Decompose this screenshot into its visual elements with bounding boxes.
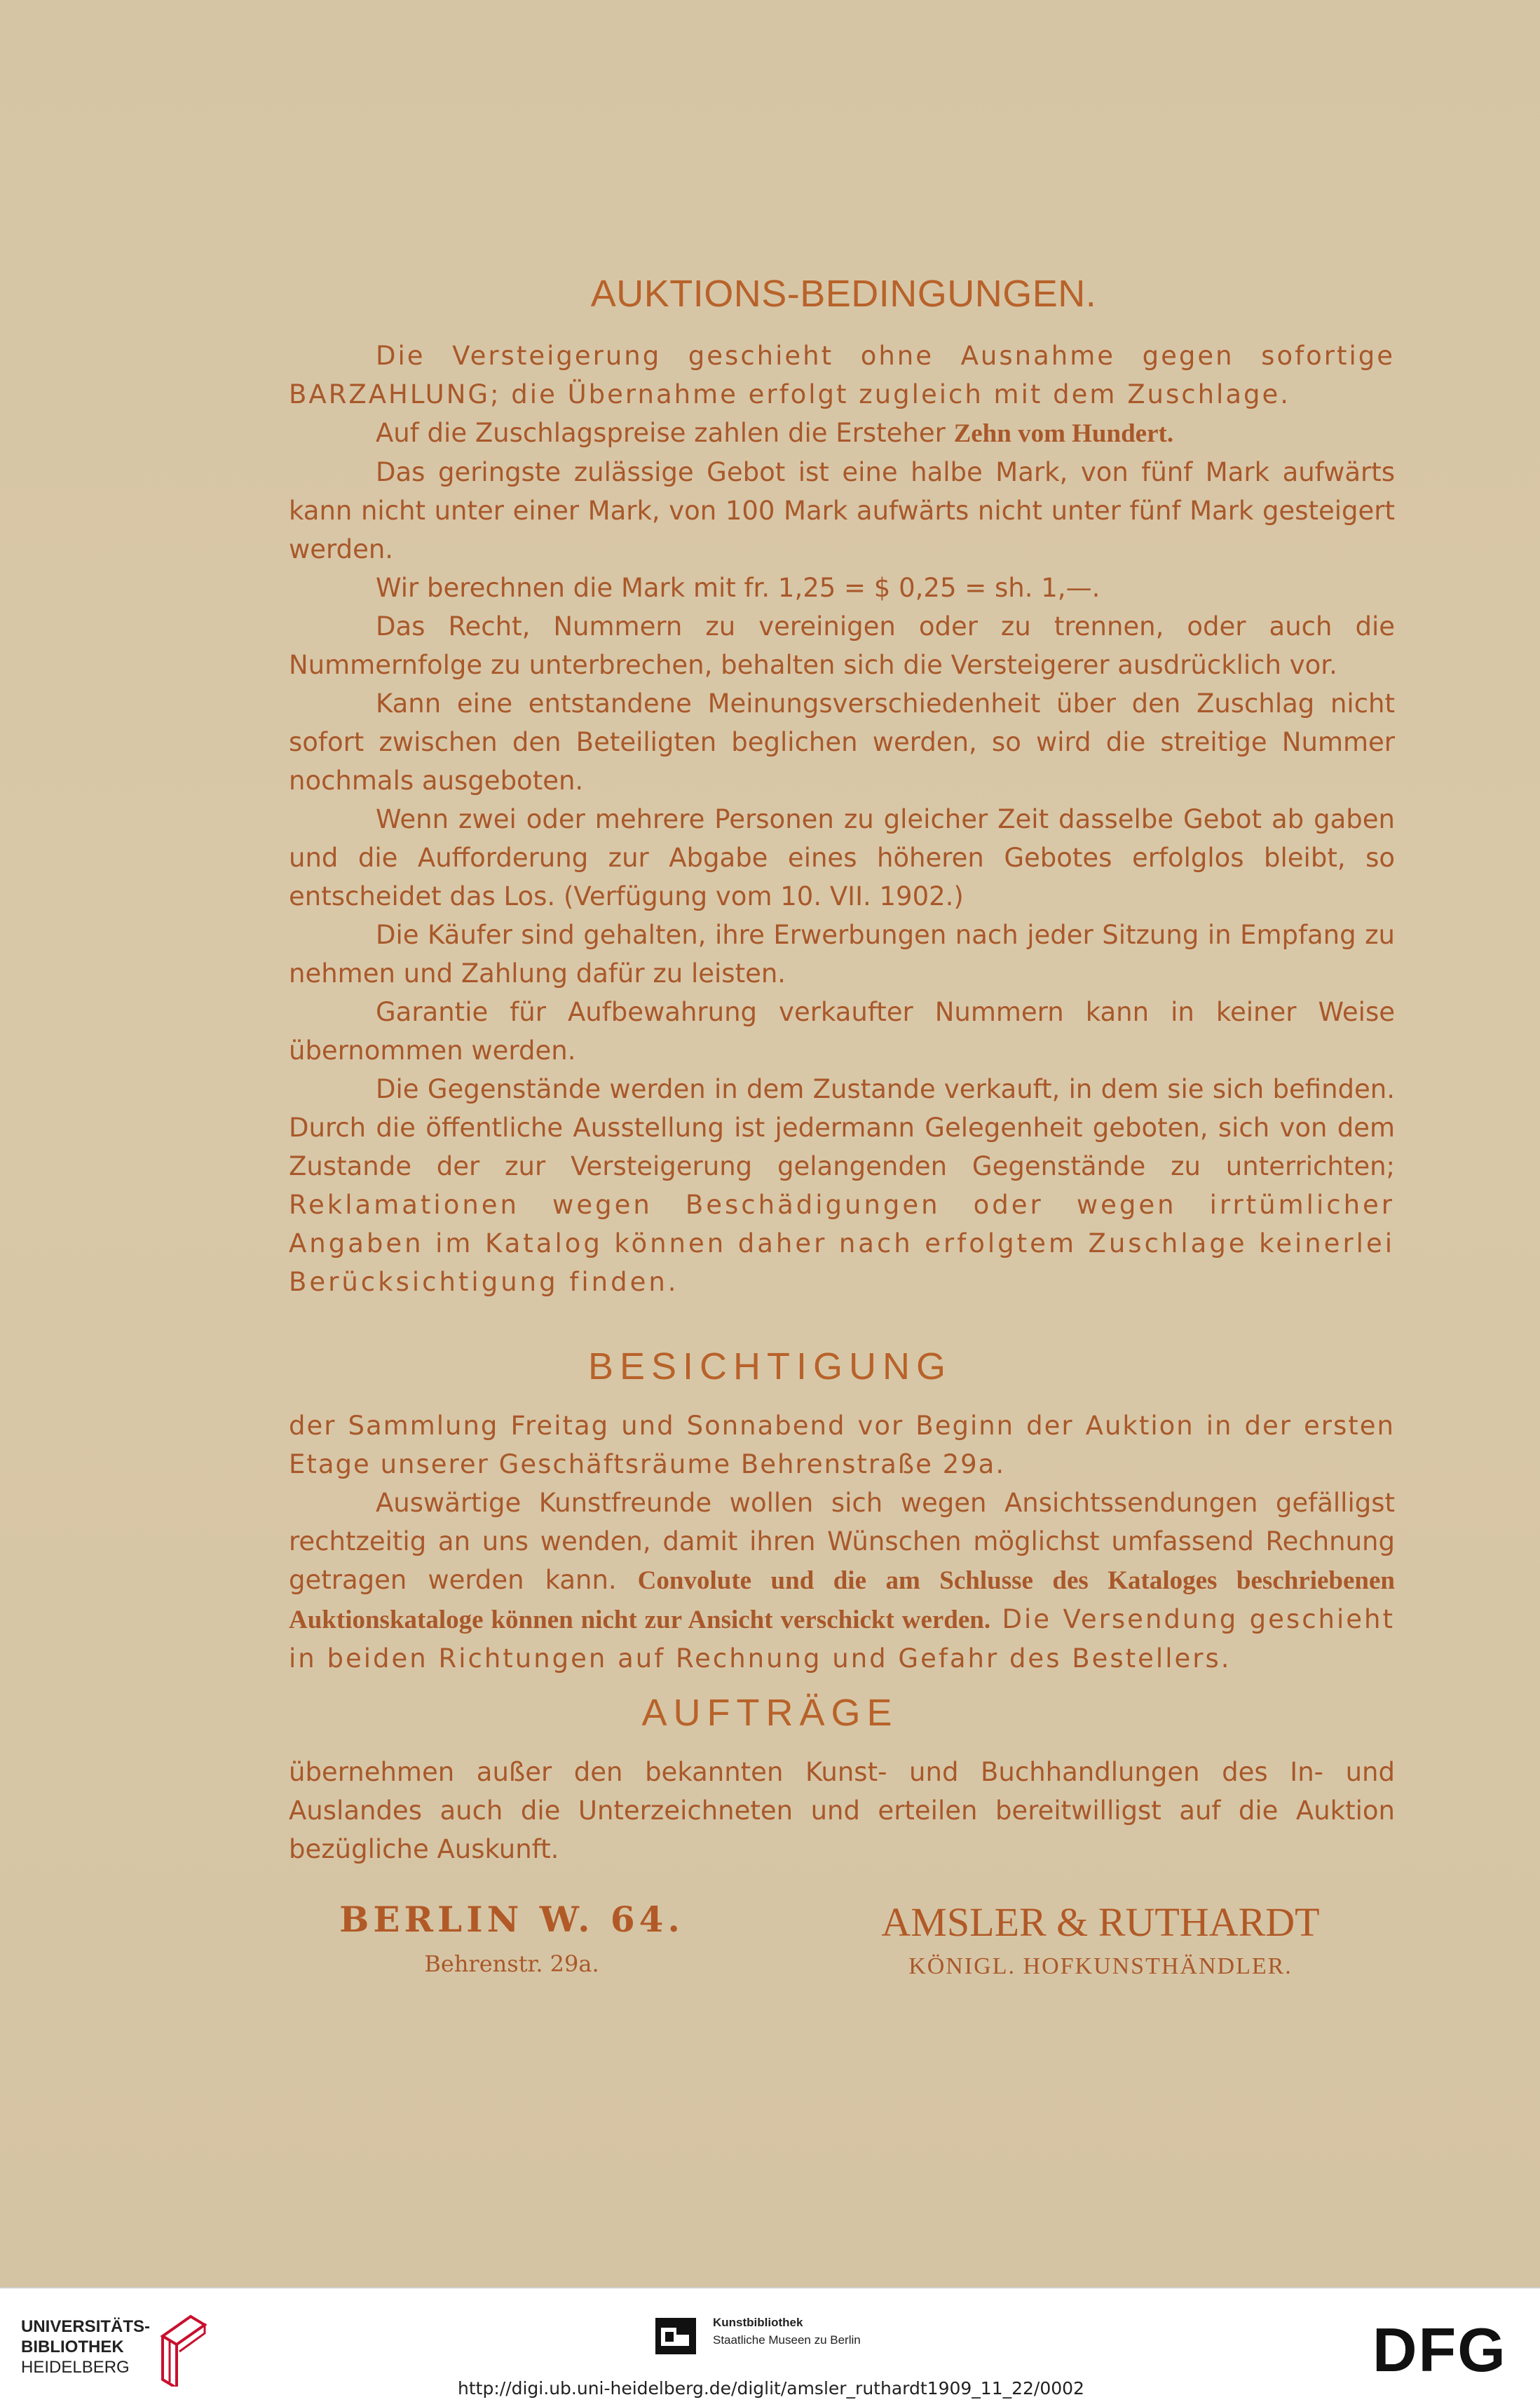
condition-paragraph: [289, 414, 1395, 453]
university-library-logo[interactable]: [21, 2309, 231, 2387]
auftraege-heading: AUFTRÄGE: [641, 1692, 899, 1734]
condition-paragraph: [289, 684, 1395, 800]
besichtigung-bold: Convolute und die am Schlusse des Kataloges beschriebenen Auktionskataloge können nicht zur Ansicht verschickt werden.: [289, 1566, 1395, 1634]
kb-line-2: Staatliche Museen zu Berlin: [713, 2333, 861, 2347]
besichtigung-text: der Sammlung Freitag und Sonnabend vor Beginn der Auktion in der ersten Etage unserer Geschäftsräume Behrenstraße 29a.: [289, 1411, 1395, 1479]
viewer-footer: [0, 2287, 1540, 2402]
signature-firm: AMSLER & RUTHARDT: [881, 1899, 1320, 1945]
condition-text: Wenn zwei oder mehrere Personen zu gleicher Zeit dasselbe Gebot ab gaben und die Aufforderung zur Abgabe eines höheren Gebotes erfolglos bleibt, so entscheidet das Los. (Verfügung vom 10. VII. 1902.): [289, 804, 1395, 911]
condition-text: Das Recht, Nummern zu vereinigen oder zu trennen, oder auch die Nummernfolge zu unterbrechen, behalten sich die Versteigerer ausdrücklich vor.: [289, 611, 1395, 680]
condition-paragraph: [289, 337, 1395, 414]
condition-paragraph: [289, 916, 1395, 993]
besichtigung-paragraph: [289, 1406, 1395, 1484]
uni-line-1: UNIVERSITÄTS-: [21, 2317, 151, 2336]
kunstbibliothek-name: [713, 2314, 861, 2349]
signature-firm-sub: KÖNIGL. HOFKUNSTHÄNDLER.: [908, 1953, 1293, 1979]
signature-city: BERLIN W. 64.: [339, 1899, 684, 1940]
page-url[interactable]: http://digi.ub.uni-heidelberg.de/diglit/amsler_ruthardt1909_11_22/0002: [458, 2378, 1084, 2398]
besichtigung-section: [289, 1406, 1395, 1678]
condition-paragraph: [289, 1070, 1395, 1301]
kunstbibliothek-icon: [655, 2318, 696, 2354]
condition-paragraph: [289, 800, 1395, 916]
dfg-logo-icon[interactable]: [1372, 2316, 1523, 2380]
uni-line-3: HEIDELBERG: [21, 2358, 130, 2377]
library-mark-icon: [156, 2309, 212, 2387]
auftraege-text: übernehmen außer den bekannten Kunst- und Buchhandlungen des In- und Auslandes auch die Unterzeichneten und erteilen bereitwilligst auf die Auktion bezügliche Auskunft.: [289, 1757, 1395, 1864]
condition-text: Wir berechnen die Mark mit fr. 1,25 = $ 0,25 = sh. 1,—.: [376, 573, 1101, 603]
condition-text: Kann eine entstandene Meinungsverschiedenheit über den Zuschlag nicht sofort zwischen den Beteiligten beglichen werden, so wird die streitige Nummer nochmals ausgeboten.: [289, 688, 1395, 796]
condition-bold: Zehn vom Hundert.: [953, 419, 1174, 448]
conditions-section: [289, 337, 1395, 1301]
besichtigung-paragraph: [289, 1484, 1395, 1678]
auftraege-paragraph: [289, 1753, 1395, 1868]
condition-paragraph: [289, 993, 1395, 1070]
condition-text: Die Gegenstände werden in dem Zustande verkauft, in dem sie sich befinden. Durch die öffentliche Ausstellung ist jedermann Gelegenheit geboten, sich von dem Zustande der zur Versteigerung gelangenden Gegenstände zu unterrichten;: [289, 1074, 1395, 1181]
condition-text: Die Käufer sind gehalten, ihre Erwerbungen nach jeder Sitzung in Empfang zu nehmen und Zahlung dafür zu leisten.: [289, 920, 1395, 989]
kb-line-1: Kunstbibliothek: [713, 2316, 803, 2329]
besichtigung-text: Auswärtige Kunstfreunde wollen sich wegen Ansichtssendungen gefälligst rechtzeitig an uns wenden, damit ihren Wünschen möglichst umfassend Rechnung getragen werden kann.: [289, 1488, 1395, 1595]
besichtigung-spaced: Die Versendung geschieht in beiden Richtungen auf Rechnung und Gefahr des Bestellers.: [289, 1604, 1395, 1674]
university-library-name: [21, 2316, 150, 2377]
condition-text: Das geringste zulässige Gebot ist eine halbe Mark, von fünf Mark aufwärts kann nicht unter einer Mark, von 100 Mark aufwärts nicht unter fünf Mark gesteigert werden.: [289, 457, 1395, 564]
condition-paragraph: [289, 453, 1395, 569]
condition-paragraph: [289, 607, 1395, 684]
condition-text: Auf die Zuschlagspreise zahlen die Ersteher: [376, 418, 954, 448]
besichtigung-heading: BESICHTIGUNG: [587, 1345, 953, 1387]
kunstbibliothek-logo[interactable]: [655, 2309, 936, 2366]
condition-paragraph: [289, 569, 1395, 607]
signature-address: Behrenstr. 29a.: [424, 1950, 599, 1977]
auftraege-section: [289, 1753, 1395, 1868]
uni-line-2: BIBLIOTHEK: [21, 2337, 124, 2356]
dfg-logo-text: DFG: [1372, 2316, 1507, 2380]
page-title: AUKTIONS-BEDINGUNGEN.: [590, 273, 1097, 315]
condition-text: Garantie für Aufbewahrung verkaufter Nummern kann in keiner Weise übernommen werden.: [289, 997, 1395, 1066]
condition-spaced: Reklamationen wegen Beschädigungen oder wegen irrtümlicher Angaben im Katalog können daher nach erfolgtem Zuschlage keinerlei Berücksichtigung finden.: [289, 1190, 1395, 1297]
condition-text: Die Versteigerung geschieht ohne Ausnahme gegen sofortige BARZAHLUNG; die Übernahme erfolgt zugleich mit dem Zuschlage.: [289, 341, 1395, 409]
